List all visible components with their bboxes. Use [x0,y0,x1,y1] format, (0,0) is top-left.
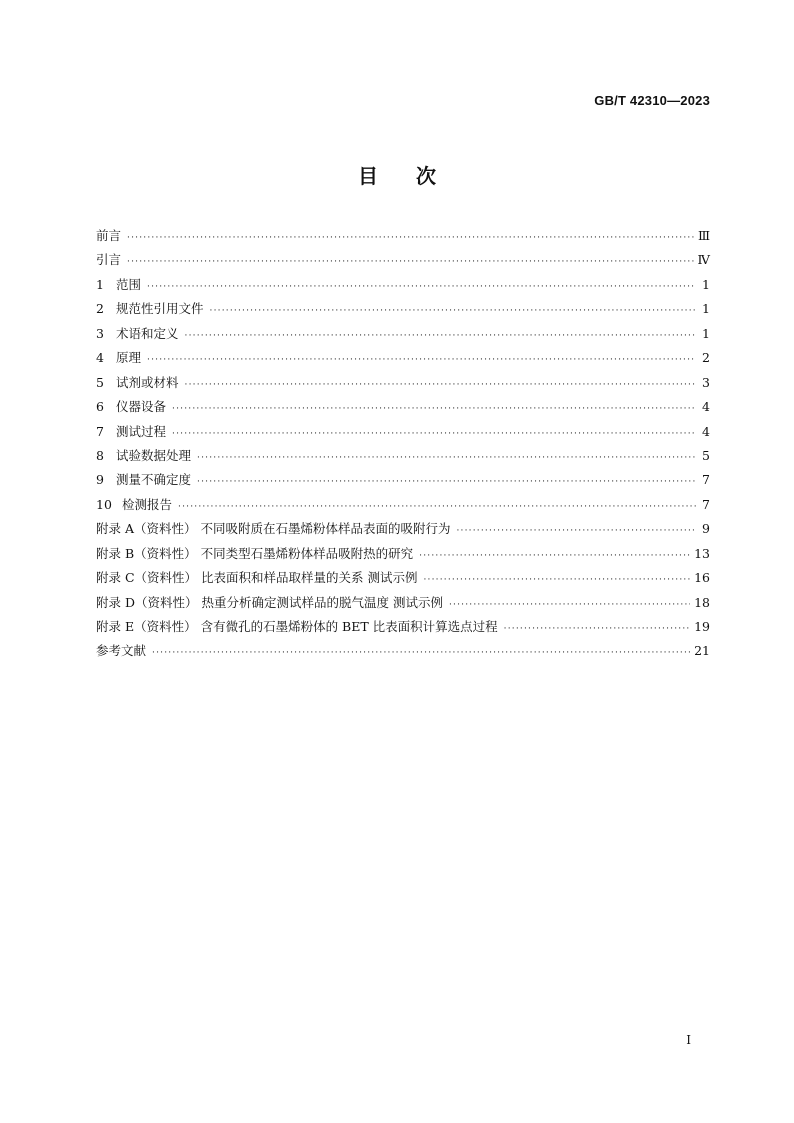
toc-entry-title: 附录 D（资料性） 热重分析确定测试样品的脱气温度 测试示例 [96,594,443,610]
toc-entry-label [96,299,204,317]
toc-title [0,160,794,189]
toc-entry-title: 测量不确定度 [116,472,192,488]
toc-leader-dots [197,453,696,463]
toc-title-char: 次 [416,164,436,188]
toc-leader-dots [419,551,690,561]
toc-leader-dots [147,355,696,365]
toc-entry-page: 3 [702,374,710,390]
toc-entry[interactable] [96,519,710,543]
toc-leader-dots [127,257,693,267]
toc-entry[interactable] [96,422,710,446]
toc-entry-label [96,250,121,268]
toc-entry-page: 7 [702,472,710,488]
toc-entry-number: 7 [96,423,104,439]
toc-entry-label [96,495,172,513]
toc-entry-number: 10 [96,496,112,512]
toc-entry-page: 7 [702,496,710,512]
toc-leader-dots [504,624,690,634]
toc-entry[interactable] [96,470,710,494]
toc-entry-title: 原理 [116,350,142,366]
toc-entry-title: 试验数据处理 [116,447,192,463]
toc-entry[interactable] [96,397,710,421]
toc-entry[interactable] [96,544,710,568]
toc-entry-title: 参考文献 [96,643,147,659]
toc-entry-label [96,422,166,440]
toc-entry-title: 范围 [116,276,142,292]
toc-leader-dots [152,648,690,658]
toc-entry-label [96,324,179,342]
toc-leader-dots [172,429,696,439]
toc-entry-title: 仪器设备 [116,399,167,415]
toc-entry-title: 附录 E（资料性） 含有微孔的石墨烯粉体的 BET 比表面积计算选点过程 [96,619,498,634]
toc-entry-label [96,373,179,391]
toc-entry-page: Ⅲ [697,228,710,243]
toc-entry-title: 规范性引用文件 [116,301,204,317]
toc-entry[interactable] [96,226,710,250]
toc-entry-number: 5 [96,374,104,390]
toc-entry-page: 5 [702,447,710,463]
toc-entry[interactable] [96,617,710,641]
toc-entry-label [96,226,121,244]
toc-title-char: 目 [358,164,378,188]
toc-entry-number: 8 [96,447,104,463]
toc-entry-page: 21 [694,643,710,659]
toc-leader-dots [197,477,696,487]
toc-leader-dots [147,282,696,292]
toc-entry-label [96,641,146,659]
toc-leader-dots [185,380,696,390]
toc-entry-page: Ⅳ [697,252,710,268]
toc-entry[interactable] [96,373,710,397]
toc-entry-page: 4 [702,423,710,439]
toc-entry-title: 附录 C（资料性） 比表面积和样品取样量的关系 测试示例 [96,570,418,586]
toc-entry[interactable] [96,299,710,323]
table-of-contents [96,226,710,666]
toc-entry-page: 2 [702,350,710,366]
toc-entry-label [96,568,418,586]
toc-entry[interactable] [96,275,710,299]
toc-entry-title: 术语和定义 [116,325,179,341]
toc-entry-number: 4 [96,350,104,366]
toc-entry-title: 试剂或材料 [116,374,179,390]
toc-entry-label [96,348,141,366]
toc-entry-number: 3 [96,325,104,341]
toc-leader-dots [449,600,690,610]
toc-entry[interactable] [96,348,710,372]
toc-entry-label [96,617,498,635]
toc-entry-page: 16 [694,570,710,586]
page-number: I [686,1033,691,1047]
toc-entry-title: 检测报告 [122,496,173,512]
toc-entry-number: 6 [96,399,104,415]
toc-entry-title: 前言 [96,228,122,243]
toc-entry-title: 附录 A（资料性） 不同吸附质在石墨烯粉体样品表面的吸附行为 [96,521,451,537]
toc-leader-dots [185,331,696,341]
toc-leader-dots [127,233,694,243]
toc-entry-title: 测试过程 [116,423,167,439]
toc-entry-label [96,446,191,464]
toc-entry-label [96,275,141,293]
toc-entry-label [96,544,413,562]
toc-entry[interactable] [96,568,710,592]
toc-entry[interactable] [96,446,710,470]
toc-leader-dots [456,526,696,536]
toc-entry[interactable] [96,324,710,348]
toc-entry[interactable] [96,593,710,617]
toc-entry-label [96,470,191,488]
toc-entry-page: 1 [702,276,710,292]
standard-code: GB/T 42310—2023 [594,93,710,108]
toc-entry-label [96,519,450,537]
toc-entry-title: 引言 [96,252,122,268]
toc-entry-number: 1 [96,276,104,292]
toc-entry-page: 1 [702,325,710,341]
toc-entry-title: 附录 B（资料性） 不同类型石墨烯粉体样品吸附热的研究 [96,545,414,561]
toc-leader-dots [178,502,696,512]
toc-leader-dots [210,306,696,316]
toc-entry-page: 4 [702,399,710,415]
toc-entry[interactable] [96,641,710,665]
toc-entry-label [96,593,443,611]
toc-entry-page: 18 [694,594,710,610]
toc-entry-number: 2 [96,301,104,317]
toc-leader-dots [172,404,696,414]
toc-entry-page: 19 [694,619,710,634]
toc-entry[interactable] [96,250,710,274]
toc-entry[interactable] [96,495,710,519]
toc-entry-page: 1 [702,301,710,317]
toc-leader-dots [424,575,691,585]
toc-entry-page: 13 [694,545,710,561]
toc-entry-number: 9 [96,472,104,488]
toc-entry-label [96,397,166,415]
toc-entry-page: 9 [702,521,710,537]
